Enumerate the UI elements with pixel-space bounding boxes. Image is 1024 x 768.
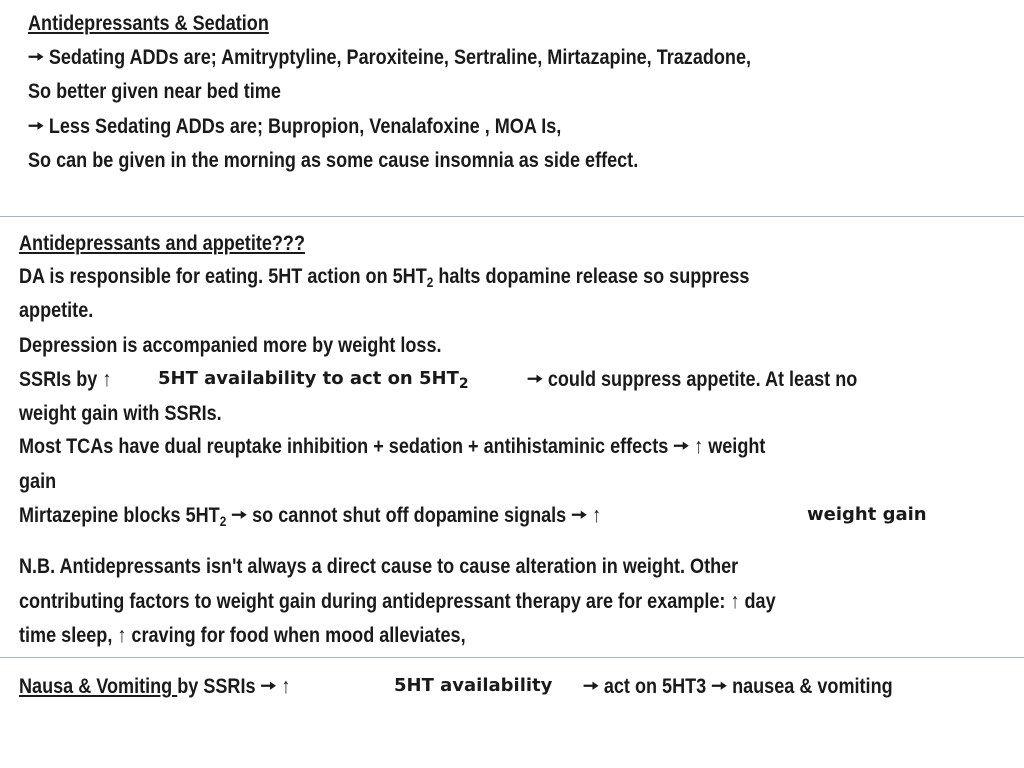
- nb-line3: time sleep, ↑ craving for food when mood alleviates,: [19, 623, 466, 647]
- nb-line2: contributing factors to weight gain during antidepressant therapy are for example: ↑ day: [19, 589, 776, 613]
- section2-line5: weight gain with SSRIs.: [19, 401, 222, 425]
- section3-title: Nausa & Vomiting: [19, 674, 178, 698]
- section2-line3: Depression is accompanied more by weight loss.: [19, 333, 442, 357]
- section3-end: 🠖 act on 5HT3 🠖 nausea & vomiting: [583, 671, 952, 701]
- section1-line3: 🠖 Less Sedating ADDs are; Bupropion, Venalafoxine , MOA Is,: [28, 111, 663, 141]
- divider: [0, 216, 1024, 217]
- section2-line4: SSRIs by ↑: [19, 364, 129, 394]
- section2-line6: Most TCAs have dual reuptake inhibition + sedation + antihistaminic effects 🠖 ↑ weight: [19, 431, 908, 461]
- section1-line4: So can be given in the morning as some cause insomnia as side effect.: [28, 148, 639, 172]
- section1-line1: 🠖 Sedating ADDs are; Amitryptyline, Paroxiteine, Sertraline, Mirtazapine, Trazadone,: [28, 42, 889, 72]
- right-arrow-icon: 🠖: [583, 674, 599, 698]
- up-arrow-icon: ↑: [281, 674, 291, 698]
- right-arrow-icon: 🠖: [673, 434, 690, 458]
- section3-mid: 5HT availability: [394, 675, 553, 696]
- right-arrow-icon: 🠖: [28, 114, 44, 138]
- right-arrow-icon: 🠖: [571, 503, 588, 527]
- section2-line8: Mirtazepine blocks $5HT_2$ 🠖 so cannot shut off dopamine signals 🠖 ↑: [19, 500, 712, 530]
- section3-line: Nausa & Vomiting by SSRIs 🠖 ↑: [19, 671, 342, 701]
- up-arrow-icon: ↑: [102, 367, 112, 391]
- section2-line4-mid: 5HT availability to act on $5HT_2$: [158, 368, 469, 392]
- section2-line4-end: 🠖 could suppress appetite. At least no: [527, 364, 920, 394]
- divider: [0, 657, 1024, 658]
- right-arrow-icon: 🠖: [28, 45, 44, 69]
- section2-title: Antidepressants and appetite???: [19, 231, 305, 255]
- up-arrow-icon: ↑: [694, 434, 704, 458]
- up-arrow-icon: ↑: [592, 503, 602, 527]
- right-arrow-icon: 🠖: [527, 367, 543, 391]
- section2-line8-end: weight gain: [807, 504, 927, 525]
- section2-line7: gain: [19, 469, 57, 493]
- section2-line1: DA is responsible for eating. 5HT action on $5HT_2$ halts dopamine release so suppress: [19, 264, 750, 290]
- right-arrow-icon: 🠖: [260, 674, 277, 698]
- right-arrow-icon: 🠖: [711, 674, 728, 698]
- section2-line2: appetite.: [19, 298, 94, 322]
- section1-line2: So better given near bed time: [28, 79, 281, 103]
- right-arrow-icon: 🠖: [231, 503, 248, 527]
- nb-line1: N.B. Antidepressants isn't always a direct cause to cause alteration in weight. Other: [19, 554, 739, 578]
- section1-title: Antidepressants & Sedation: [28, 11, 269, 35]
